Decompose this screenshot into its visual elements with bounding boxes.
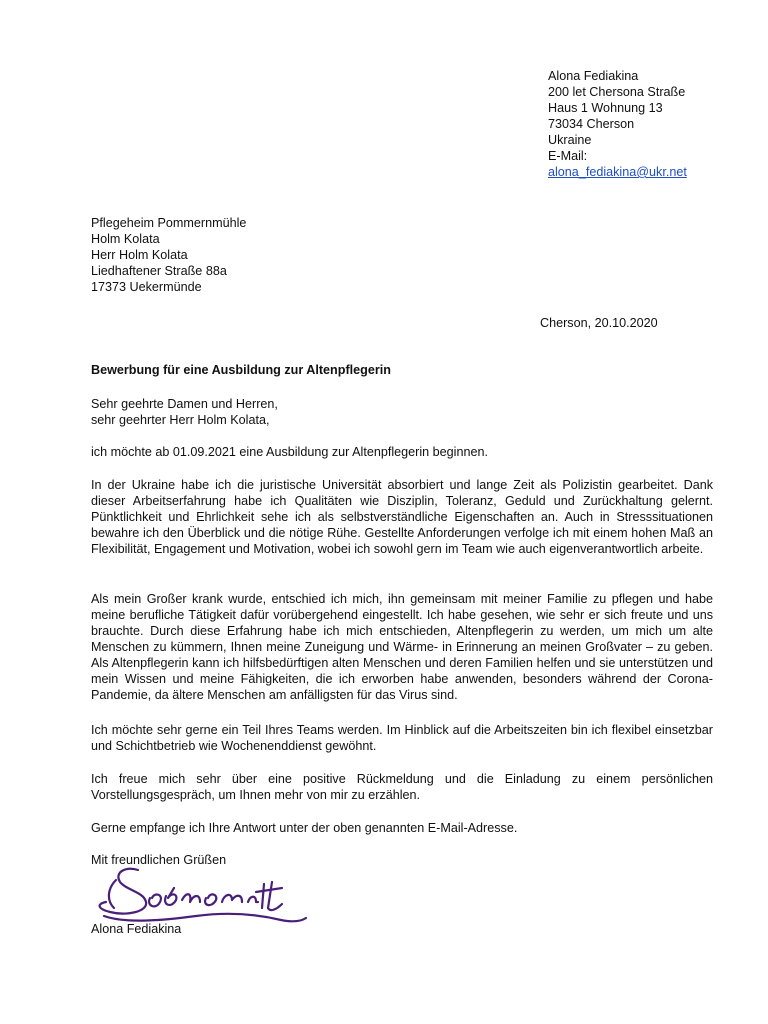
recipient-addressee: Herr Holm Kolata bbox=[91, 248, 188, 262]
salutation bbox=[91, 396, 491, 428]
paragraph-contact: Gerne empfange ich Ihre Antwort unter der oben genannten E-Mail-Adresse. bbox=[91, 821, 518, 835]
sender-email-link[interactable]: alona_fediakina@ukr.net bbox=[548, 165, 687, 179]
closing: Mit freundlichen Grüßen bbox=[91, 853, 227, 867]
paragraph-experience: In der Ukraine habe ich die juristische Universität absorbiert und lange Zeit als Polizistin gearbeitet. Dank dieser Arbeitserfahrung habe ich Qualitäten wie Disziplin, Toleranz, Geduld und Zurückhaltung gelernt. Pünktlichkeit und Ehrlichkeit sehe ich als selbstverständliche Eigenschaften an. Auch in Stresssituationen bewahre ich den Überblick und die nötige Rühe. Gestellte Anforderungen verfolge ich mit einem hohen Maß an Flexibilität, Engagement und Motivation, wobei ich sowohl gern im Team wie auch eigenverantwortlich arbeite. bbox=[91, 478, 713, 556]
salutation-line-1: Sehr geehrte Damen und Herren, bbox=[91, 397, 278, 411]
sender-name: Alona Fediakina bbox=[548, 69, 639, 83]
paragraph-availability: Ich möchte sehr gerne ein Teil Ihres Teams werden. Im Hinblick auf die Arbeitszeiten bin ich flexibel einsetzbar und Schichtbetrieb wie Wochenenddienst gewöhnt. bbox=[91, 723, 713, 753]
sender-street: 200 let Chersona Straße bbox=[548, 85, 686, 99]
subject-line: Bewerbung für eine Ausbildung zur Altenpflegerin bbox=[91, 363, 391, 377]
sender-country: Ukraine bbox=[548, 133, 592, 147]
paragraph-intro: ich möchte ab 01.09.2021 eine Ausbildung zur Altenpflegerin beginnen. bbox=[91, 445, 488, 459]
paragraph-motivation: Als mein Großer krank wurde, entschied ich mich, ihn gemeinsam mit meiner Familie zu pflegen und habe meine berufliche Tätigkeit dafür vorübergehend eingestellt. Ich habe gesehen, wie sehr er sich freute und uns brauchte. Durch diese Erfahrung habe ich mich entschieden, Altenpflegerin zu werden, um mich um alte Menschen zu kümmern, Ihnen meine Zuneigung und Wärme- in Erinnerung an meinen Großvater – zu geben. Als Altenpflegerin kann ich hilfsbedürftigen alten Menschen und deren Familien helfen und sie unterstützen und mein Wissen und meine Fähigkeiten, die ich erworben habe anwenden, besonders während der Corona-Pandemie, da ältere Menschen am anfälligsten für das Virus sind. bbox=[91, 592, 713, 702]
recipient-street: Liedhaftener Straße 88a bbox=[91, 264, 227, 278]
recipient-org: Pflegeheim Pommernmühle bbox=[91, 216, 247, 230]
recipient-address bbox=[91, 215, 411, 295]
date-line: Cherson, 20.10.2020 bbox=[540, 316, 658, 330]
recipient-name: Holm Kolata bbox=[91, 232, 160, 246]
signer-name: Alona Fediakina bbox=[91, 922, 182, 936]
recipient-city: 17373 Uekermünde bbox=[91, 280, 202, 294]
salutation-line-2: sehr geehrter Herr Holm Kolata, bbox=[91, 413, 270, 427]
paragraph-interview: Ich freue mich sehr über eine positive Rückmeldung und die Einladung zu einem persönlichen Vorstellungsgespräch, um Ihnen mehr von mir zu erzählen. bbox=[91, 772, 713, 802]
sender-city: 73034 Cherson bbox=[548, 117, 635, 131]
sender-address bbox=[548, 68, 753, 180]
sender-house: Haus 1 Wohnung 13 bbox=[548, 101, 663, 115]
sender-email-label: E-Mail: bbox=[548, 149, 588, 163]
